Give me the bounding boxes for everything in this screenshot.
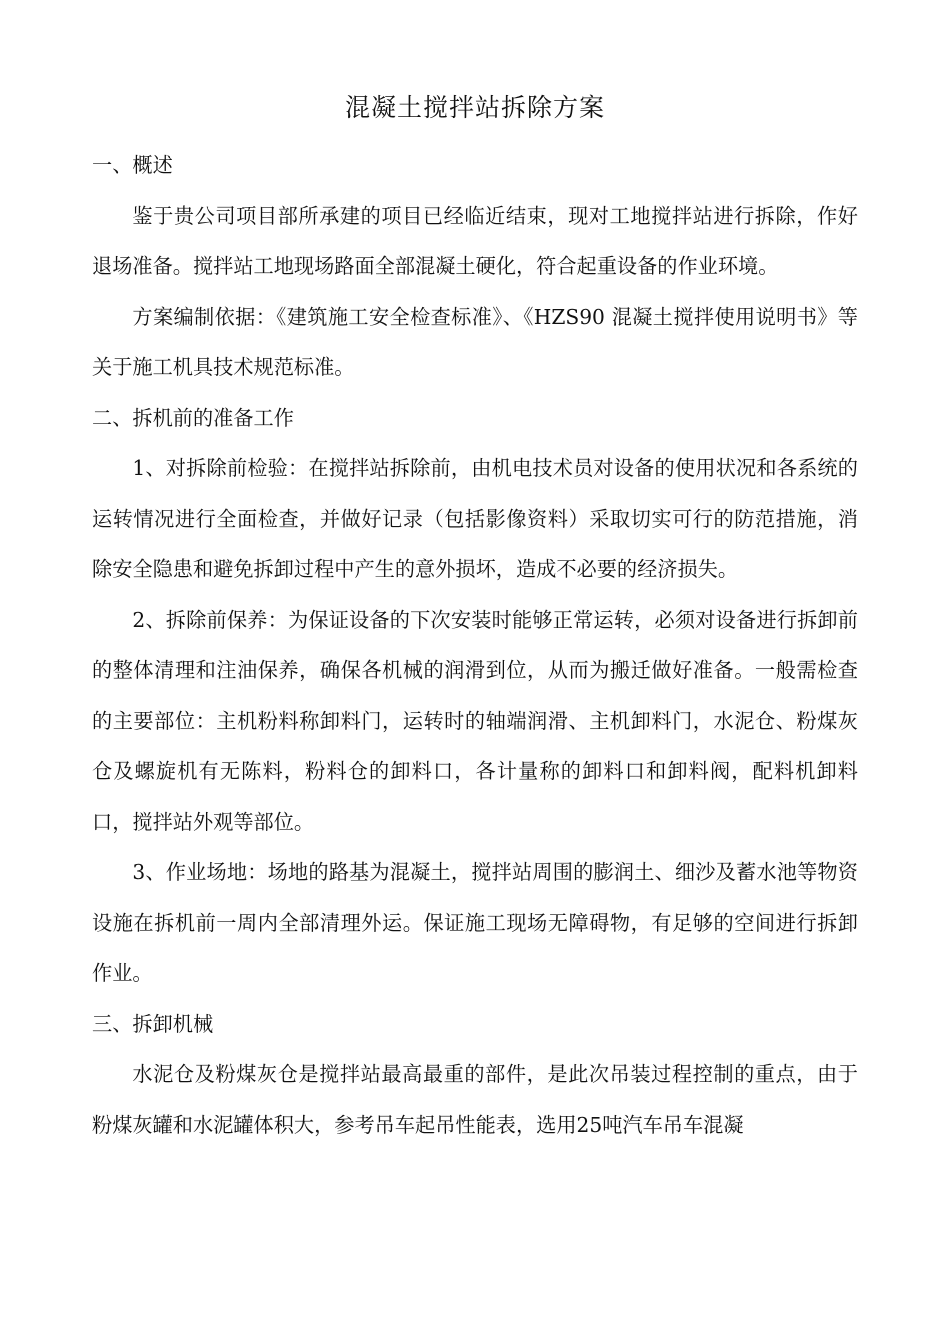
section-heading: 二、拆机前的准备工作 [92,405,294,430]
section-overview [92,140,858,393]
section-heading: 三、拆卸机械 [92,1011,214,1036]
document-title: 混凝土搅拌站拆除方案 [344,93,605,122]
paragraph: 水泥仓及粉煤灰仓是搅拌站最高最重的部件，是此次吊装过程控制的重点，由于粉煤灰罐和水泥罐体积大，参考吊车起吊性能表，选用25吨汽车吊车混凝 [92,1062,858,1137]
section-preparation [92,393,858,999]
section-heading: 一、概述 [92,153,173,177]
paragraph: 鉴于贵公司项目部所承建的项目已经临近结束，现对工地搅拌站进行拆除，作好退场准备。搅拌站工地现场路面全部混凝土硬化，符合起重设备的作业环境。 [92,203,858,278]
paragraph: 方案编制依据：《建筑施工安全检查标准》、《HZS90 混凝土搅拌使用说明书》等关于施工机具技术规范标准。 [92,304,858,379]
section-machinery [92,999,858,1151]
paragraph: 1、对拆除前检验：在搅拌站拆除前，由机电技术员对设备的使用状况和各系统的运转情况进行全面检查，并做好记录（包括影像资料）采取切实可行的防范措施，消除安全隐患和避免拆卸过程中产生的意外损坏，造成不必要的经济损失。 [92,456,858,581]
document-body [92,140,858,1150]
paragraph: 3、作业场地：场地的路基为混凝土，搅拌站周围的膨润土、细沙及蓄水池等物资设施在拆机前一周内全部清理外运。保证施工现场无障碍物，有足够的空间进行拆卸作业。 [92,860,858,985]
paragraph: 2、拆除前保养：为保证设备的下次安装时能够正常运转，必须对设备进行拆卸前的整体清理和注油保养，确保各机械的润滑到位，从而为搬迁做好准备。一般需检查的主要部位：主机粉料称卸料门，运转时的轴端润滑、主机卸料门，水泥仓、粉煤灰仓及螺旋机有无陈料，粉料仓的卸料口，各计量称的卸料口和卸料阀，配料机卸料口，搅拌站外观等部位。 [92,607,858,834]
